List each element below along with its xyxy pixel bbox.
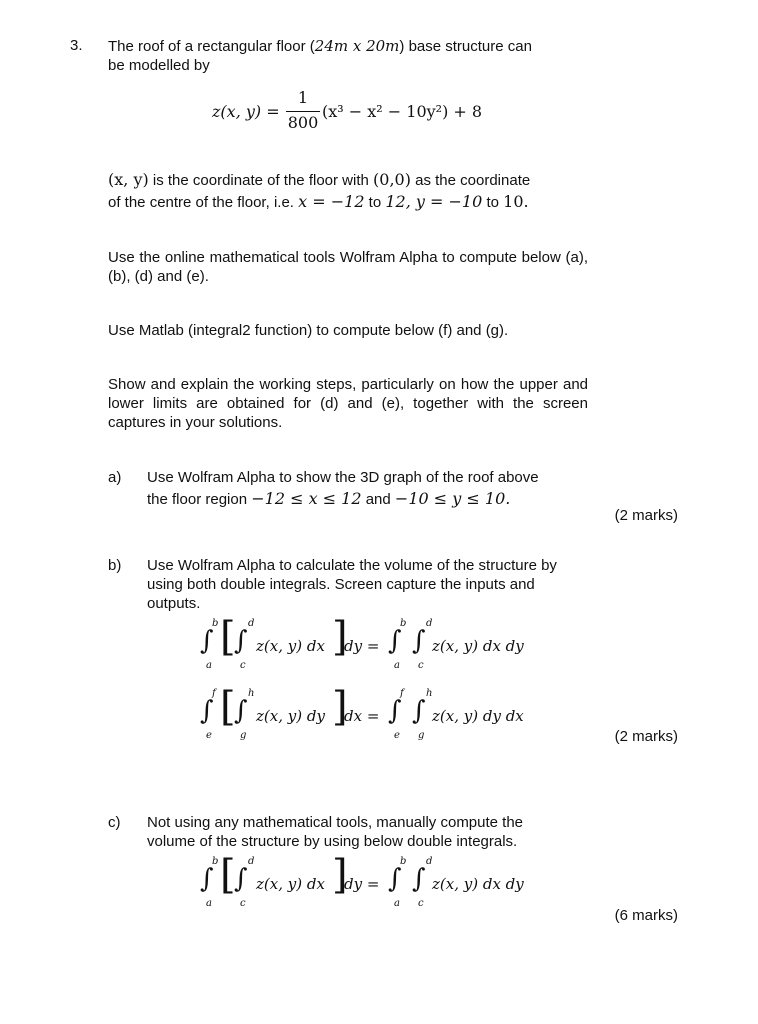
intro-line-2: be modelled by — [108, 57, 210, 74]
formula-denominator: 800 — [287, 113, 319, 132]
rhs-inner-integral-sign: ∫ — [412, 864, 426, 894]
inner-integrand: z(x, y) dy — [256, 707, 325, 725]
outer-integral-sign: ∫ — [200, 626, 214, 656]
part-a-marks: (2 marks) — [614, 507, 678, 524]
part-b-text: Use Wolfram Alpha to calculate the volume of the structure by using both double integrals. Screen capture the inputs and outputs. — [147, 557, 557, 612]
rhs-outer-integral-sign: ∫ — [388, 626, 402, 656]
right-bracket: ] — [332, 614, 348, 660]
part-c-label: c) — [108, 814, 121, 831]
formula-lhs: z(x, y) = — [212, 102, 280, 121]
rhs-limit-a: a — [394, 898, 400, 909]
rhs-limit-f: f — [400, 688, 404, 699]
rhs-limit-e: e — [394, 730, 400, 741]
intro-dimensions: 24m x 20m — [314, 37, 400, 55]
part-a-region-text: the floor region — [147, 491, 252, 508]
limit-f: f — [212, 688, 216, 699]
outer-differential: dy = — [344, 637, 380, 655]
part-a-and: and — [361, 491, 395, 508]
matlab-instruction: Use Matlab (integral2 function) to compute below (f) and (g). — [108, 322, 509, 339]
question-number: 3. — [70, 37, 83, 54]
rhs-limit-b: b — [400, 856, 407, 867]
inner-integral-sign: ∫ — [234, 864, 248, 894]
rhs-limit-a: a — [394, 660, 400, 671]
inner-integral-sign: ∫ — [234, 696, 248, 726]
wolfram-instruction: Use the online mathematical tools Wolfram Alpha to compute below (a), (b), (d) and (e). — [108, 249, 588, 285]
part-a-line-1: Use Wolfram Alpha to show the 3D graph of the roof above — [147, 469, 539, 486]
limit-d: d — [248, 856, 255, 867]
limit-g: g — [240, 730, 247, 741]
part-c-marks: (6 marks) — [614, 907, 678, 924]
outer-differential: dx = — [344, 707, 380, 725]
coord-text-2: as the coordinate — [410, 172, 531, 189]
left-bracket: [ — [220, 614, 236, 660]
coord-y-max: 10. — [503, 192, 529, 211]
rhs-integrand: z(x, y) dx dy — [432, 875, 524, 893]
coord-text-1: is the coordinate of the floor with — [148, 172, 374, 189]
coord-text-3: of the centre of the floor, i.e. — [108, 194, 299, 211]
part-b-label: b) — [108, 557, 122, 574]
outer-integral-sign: ∫ — [200, 864, 214, 894]
limit-a: a — [206, 660, 212, 671]
rhs-limit-d: d — [426, 856, 433, 867]
part-a-y-range: −10 ≤ y ≤ 10. — [394, 489, 511, 508]
rhs-inner-integral-sign: ∫ — [412, 626, 426, 656]
integral-dx-dy — [200, 614, 540, 674]
coord-to-1: to — [364, 194, 386, 211]
rhs-integrand: z(x, y) dy dx — [432, 707, 524, 725]
rhs-outer-integral-sign: ∫ — [388, 696, 402, 726]
integral-dx-dy-manual — [200, 852, 540, 912]
coord-origin: (0,0) — [373, 170, 411, 189]
coord-x-min: x = −12 — [298, 192, 365, 211]
outer-differential: dy = — [344, 875, 380, 893]
part-a-line-2 — [147, 489, 510, 509]
coordinate-line-1 — [108, 170, 588, 190]
limit-e: e — [206, 730, 212, 741]
integral-dy-dx — [200, 684, 540, 744]
part-c-text: Not using any mathematical tools, manually compute the volume of the structure by using below double integrals. — [147, 814, 524, 850]
rhs-limit-h: h — [426, 688, 433, 699]
limit-a: a — [206, 898, 212, 909]
coord-xy: (x, y) — [108, 170, 149, 189]
formula-rhs: (x³ − x² − 10y²) + 8 — [322, 102, 483, 121]
inner-integrand: z(x, y) dx — [256, 637, 325, 655]
rhs-limit-c: c — [418, 660, 424, 671]
part-a-x-range: −12 ≤ x ≤ 12 — [251, 489, 362, 508]
intro-text-end: ) base structure can — [399, 38, 532, 55]
limit-c: c — [240, 660, 246, 671]
right-bracket: ] — [332, 852, 348, 898]
limit-h: h — [248, 688, 255, 699]
coord-x-max-y-min: 12, y = −10 — [385, 192, 483, 211]
rhs-limit-d: d — [426, 618, 433, 629]
limit-d: d — [248, 618, 255, 629]
rhs-outer-integral-sign: ∫ — [388, 864, 402, 894]
limit-c: c — [240, 898, 246, 909]
inner-integral-sign: ∫ — [234, 626, 248, 656]
outer-integral-sign: ∫ — [200, 696, 214, 726]
left-bracket: [ — [220, 852, 236, 898]
rhs-integrand: z(x, y) dx dy — [432, 637, 524, 655]
rhs-limit-b: b — [400, 618, 407, 629]
left-bracket: [ — [220, 684, 236, 730]
working-instruction: Show and explain the working steps, particularly on how the upper and lower limits are obtained for (d) and (e), together with the screen captures in your solutions. — [108, 376, 588, 431]
rhs-limit-c: c — [418, 898, 424, 909]
inner-integrand: z(x, y) dx — [256, 875, 325, 893]
limit-b: b — [212, 618, 219, 629]
part-b-marks: (2 marks) — [614, 728, 678, 745]
part-a-label: a) — [108, 469, 122, 486]
coord-to-2: to — [482, 194, 504, 211]
intro-line-1 — [108, 37, 588, 56]
rhs-limit-g: g — [418, 730, 425, 741]
right-bracket: ] — [332, 684, 348, 730]
fraction-bar — [286, 111, 320, 112]
limit-b: b — [212, 856, 219, 867]
intro-text-start: The roof of a rectangular floor ( — [108, 38, 315, 55]
formula-numerator: 1 — [297, 88, 309, 107]
rhs-inner-integral-sign: ∫ — [412, 696, 426, 726]
coordinate-line-2 — [108, 192, 529, 212]
